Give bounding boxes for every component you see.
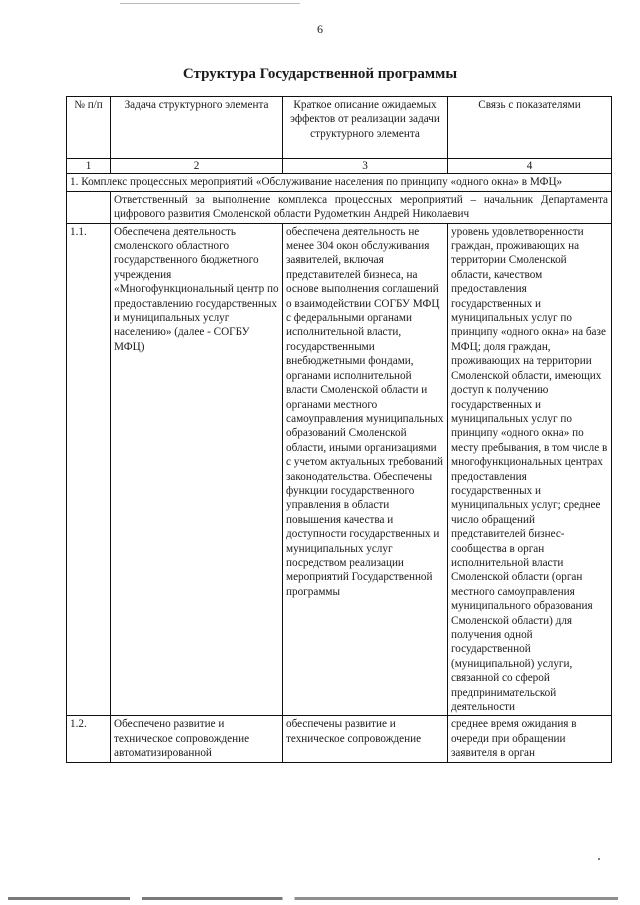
empty-cell	[67, 191, 111, 223]
header-number: № п/п	[67, 97, 111, 159]
row-number: 1.2.	[67, 716, 111, 762]
scan-top-line	[120, 3, 300, 4]
column-numbers-row	[67, 159, 612, 174]
table-row	[67, 223, 612, 716]
scan-bottom-edge	[8, 897, 618, 900]
page-title: Структура Государственной программы	[182, 66, 458, 82]
section-title: 1. Комплекс процессных мероприятий «Обслуживание населения по принципу «одного окна» в МФЦ»	[67, 174, 612, 191]
effects-cell: обеспечены развитие и техническое сопровождение	[283, 716, 448, 762]
header-effects: Краткое описание ожидаемых эффектов от реализации задачи структурного элемента	[283, 97, 448, 159]
column-number: 1	[67, 159, 111, 174]
table-header-row	[67, 97, 612, 159]
indicators-cell: уровень удовлетворенности граждан, проживающих на территории Смоленской области, качеством предоставления государственных и муниципальных услуг по принципу «одного окна» на базе МФЦ; доля граждан, проживающих на территории Смоленской области, имеющих доступ к получению государственных и муниципальных услуг по принципу «одного окна» по месту пребывания, в том числе в многофункциональных центрах предоставления государственных и муниципальных услуг; среднее число обращений представителей бизнес-сообщества в орган исполнительной власти Смоленской области (орган местного самоуправления муниципального образования Смоленской области) для получения одной государственной (муниципальной) услуги, связанной со сферой предпринимательской деятельности	[448, 223, 612, 716]
indicators-cell: среднее время ожидания в очереди при обращении заявителя в орган	[448, 716, 612, 762]
table-row	[67, 716, 612, 762]
task-cell: Обеспечена деятельность смоленского областного государственного бюджетного учреждения «Многофункциональный центр по предоставлению государственных и муниципальных услуг населению» (далее - СОГБУ МФЦ)	[111, 223, 283, 716]
task-cell: Обеспечено развитие и техническое сопровождение автоматизированной	[111, 716, 283, 762]
row-number: 1.1.	[67, 223, 111, 716]
responsible-text: Ответственный за выполнение комплекса процессных мероприятий – начальник Департамента цифрового развития Смоленской области Рудометкин Андрей Николаевич	[111, 191, 612, 223]
page-number: 6	[317, 22, 323, 36]
program-structure-table	[66, 96, 612, 763]
column-number: 4	[448, 159, 612, 174]
column-number: 3	[283, 159, 448, 174]
header-indicators: Связь с показателями	[448, 97, 612, 159]
column-number: 2	[111, 159, 283, 174]
header-task: Задача структурного элемента	[111, 97, 283, 159]
responsible-row	[67, 191, 612, 223]
scan-speck	[598, 858, 600, 860]
effects-cell: обеспечена деятельность не менее 304 окон обслуживания заявителей, включая представителей бизнеса, на основе выполнения соглашений о взаимодействии СОГБУ МФЦ с федеральными органами исполнительной власти, государственными внебюджетными фондами, органами исполнительной власти Смоленской области и органами местного самоуправления муниципальных образований Смоленской области, иными организациями с учетом актуальных требований законодательства. Обеспечены функции государственного управления в области повышения качества и доступности государственных и муниципальных услуг посредством реализации мероприятий Государственной программы	[283, 223, 448, 716]
section-row	[67, 174, 612, 191]
